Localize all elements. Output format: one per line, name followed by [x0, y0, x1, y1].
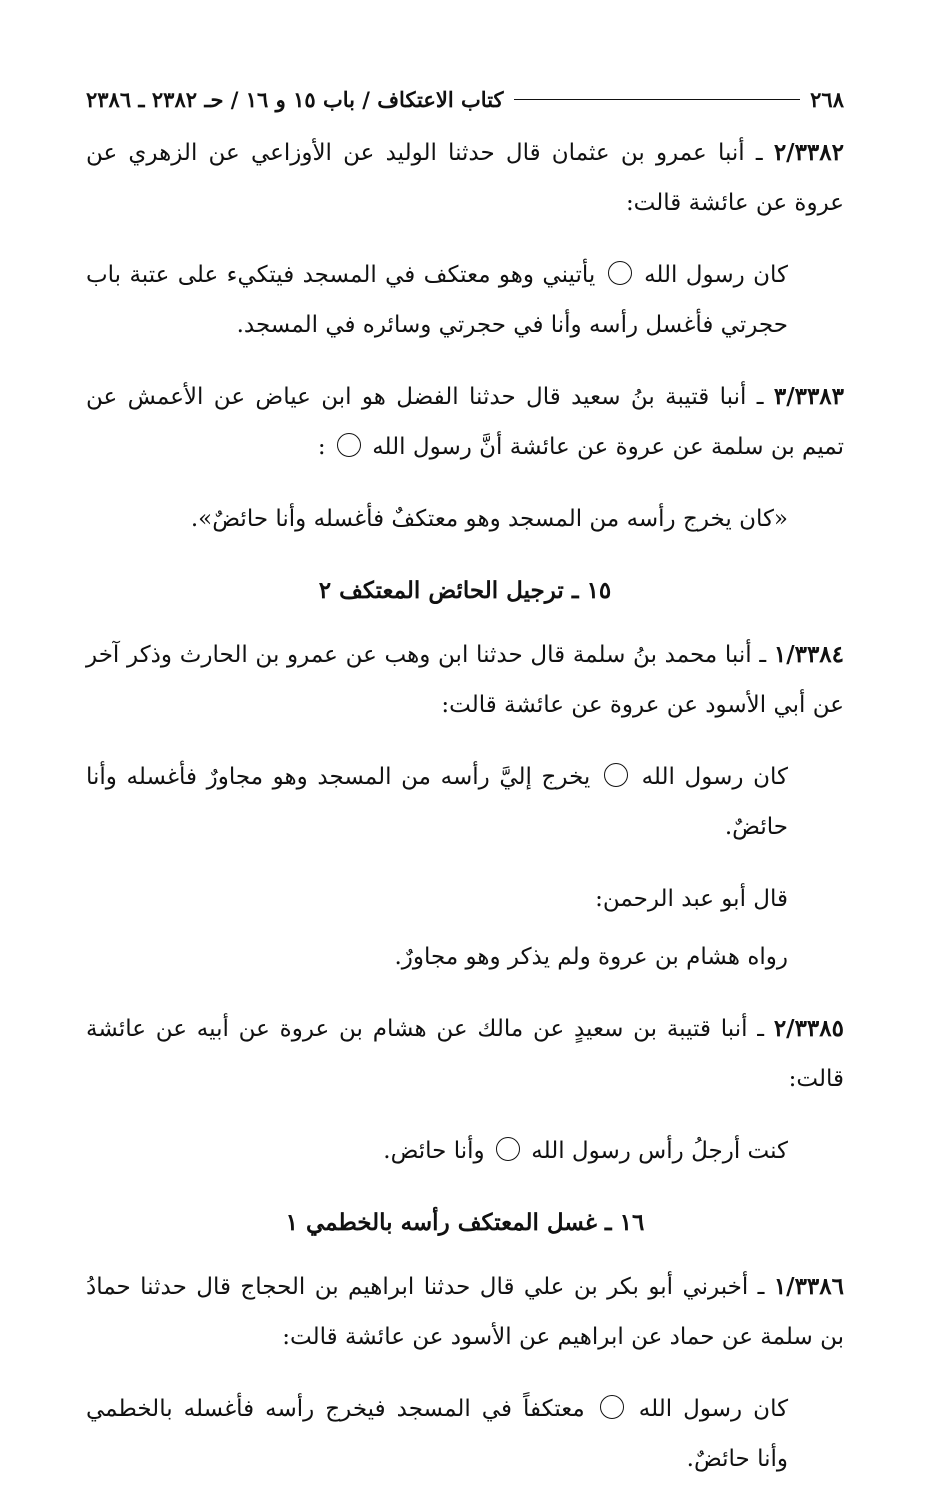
- chapter-15-heading: ١٥ ـ ترجيل الحائض المعتكف ٢: [318, 577, 612, 604]
- matn-text-after: وأنا حائض.: [383, 1138, 485, 1164]
- matn-text: «كان يخرج رأسه من المسجد وهو معتكفٌ فأغسله وأنا حائضٌ».: [190, 506, 788, 532]
- salawat-ligature-icon: [604, 763, 628, 787]
- page-header: [86, 82, 844, 116]
- author-comment: [86, 932, 844, 982]
- hadith-3386-matn: [86, 1384, 844, 1484]
- matn-text-before: كان رسول الله: [644, 262, 789, 288]
- page-body: [86, 128, 844, 1506]
- hadith-3382-chain: [86, 128, 844, 228]
- chapter-16-heading: ١٦ ـ غسل المعتكف رأسه بالخطمي ١: [285, 1209, 645, 1236]
- hadith-number: ٢/٣٣٨٢: [773, 139, 844, 166]
- salawat-ligature-icon: [608, 261, 632, 285]
- salawat-ligature-icon: [337, 433, 361, 457]
- comment-text: قال أبو عبد الرحمن:: [595, 886, 788, 912]
- running-title: كتاب الاعتكاف / باب ١٥ و ١٦ / حـ ٢٣٨٢ ـ ٢٣٨٦: [86, 86, 504, 112]
- comment-text: رواه هشام بن عروة ولم يذكر وهو مجاورٌ.: [394, 944, 788, 970]
- hadith-3383-chain: [86, 372, 844, 472]
- matn-text-after: معتكفاً في المسجد فيخرج رأسه فأغسله بالخطمي وأنا حائضٌ.: [86, 1396, 788, 1472]
- matn-text-after: يخرج إليَّ رأسه من المسجد وهو مجاورٌ فأغسله وأنا حائضٌ.: [86, 764, 788, 840]
- header-rule: [514, 99, 801, 100]
- salawat-ligature-icon: [496, 1137, 520, 1161]
- chain-text-before: ـ أنبا قتيبة بنُ سعيد قال حدثنا الفضل هو ابن عياض عن الأعمش عن تميم بن سلمة عن عروة عن عائشة أنَّ رسول الله: [86, 384, 844, 460]
- author-comment-intro: [86, 874, 844, 924]
- hadith-number: ١/٣٣٨٤: [773, 641, 845, 668]
- matn-text-before: كان رسول الله: [641, 764, 788, 790]
- hadith-3385-matn: [86, 1126, 844, 1176]
- matn-text-after: يأتيني وهو معتكف في المسجد فيتكيء على عتبة باب حجرتي فأغسل رأسه وأنا في حجرتي وسائره في المسجد.: [86, 262, 788, 338]
- salawat-ligature-icon: [600, 1395, 624, 1419]
- hadith-text: ـ أنبا محمد بنُ سلمة قال حدثنا ابن وهب عن عمرو بن الحارث وذكر آخر عن أبي الأسود عن عروة عن عائشة قالت:: [86, 642, 844, 718]
- hadith-text: ـ أنبا عمرو بن عثمان قال حدثنا الوليد عن الأوزاعي عن الزهري عن عروة عن عائشة قالت:: [86, 140, 844, 216]
- page-number: ٢٦٨: [810, 86, 844, 112]
- hadith-3382-matn: [86, 250, 844, 350]
- hadith-3386-chain: [86, 1262, 844, 1362]
- hadith-3384-chain: [86, 630, 844, 730]
- hadith-number: ١/٣٣٨٦: [773, 1273, 844, 1300]
- chain-text-after: :: [317, 434, 326, 460]
- matn-text-before: كنت أرجلُ رأس رسول الله: [531, 1138, 788, 1164]
- hadith-3383-matn: [86, 494, 844, 544]
- hadith-3384-matn: [86, 752, 844, 852]
- hadith-text: ـ أخبرني أبو بكر بن علي قال حدثنا ابراهيم بن الحجاج قال حدثنا حمادُ بن سلمة عن حماد عن ابراهيم عن الأسود عن عائشة قالت:: [86, 1274, 844, 1350]
- hadith-number: ٢/٣٣٨٥: [773, 1015, 844, 1042]
- hadith-number: ٣/٣٣٨٣: [773, 383, 845, 410]
- matn-text-before: كان رسول الله: [638, 1396, 789, 1422]
- hadith-text: ـ أنبا قتيبة بن سعيدٍ عن مالك عن هشام بن عروة عن أبيه عن عائشة قالت:: [86, 1016, 844, 1092]
- hadith-3385-chain: [86, 1004, 844, 1104]
